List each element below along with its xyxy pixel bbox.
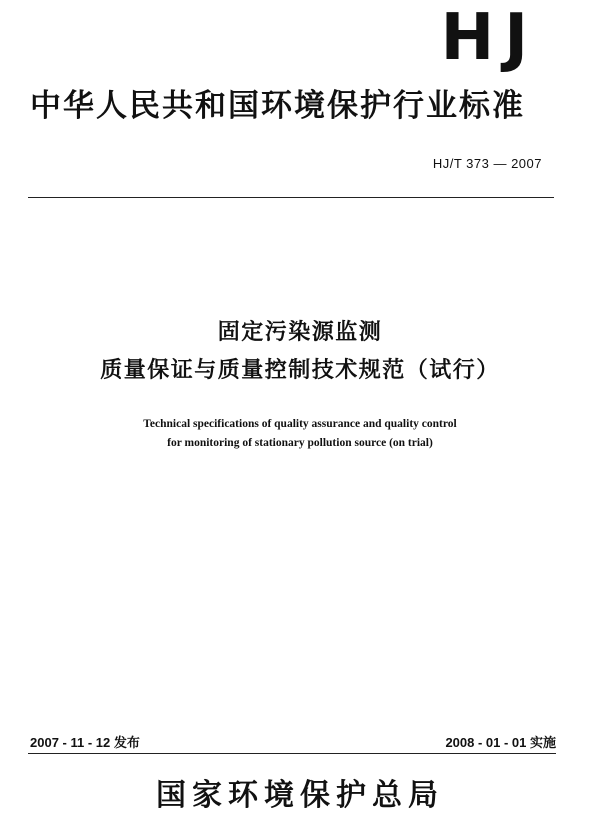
chinese-title-line-2: 质量保证与质量控制技术规范（试行） [100, 358, 500, 383]
organization-title: 中华人民共和国环境保护行业标准 [30, 88, 525, 124]
issuing-authority: 国家环境保护总局 [156, 778, 444, 813]
english-title-line-2: for monitoring of stationary pollution source (on trial) [167, 437, 433, 449]
top-divider [28, 197, 554, 198]
implementation-date: 2008 - 01 - 01 实施 [445, 735, 556, 750]
issue-date: 2007 - 11 - 12 发布 [30, 735, 140, 750]
bottom-divider [28, 753, 556, 754]
standard-number: HJ/T 373 — 2007 [432, 156, 542, 171]
chinese-title-line-1: 固定污染源监测 [217, 320, 383, 345]
hj-logo: HJ [440, 1, 538, 75]
english-title-line-1: Technical specifications of quality assurance and quality control [143, 418, 457, 430]
